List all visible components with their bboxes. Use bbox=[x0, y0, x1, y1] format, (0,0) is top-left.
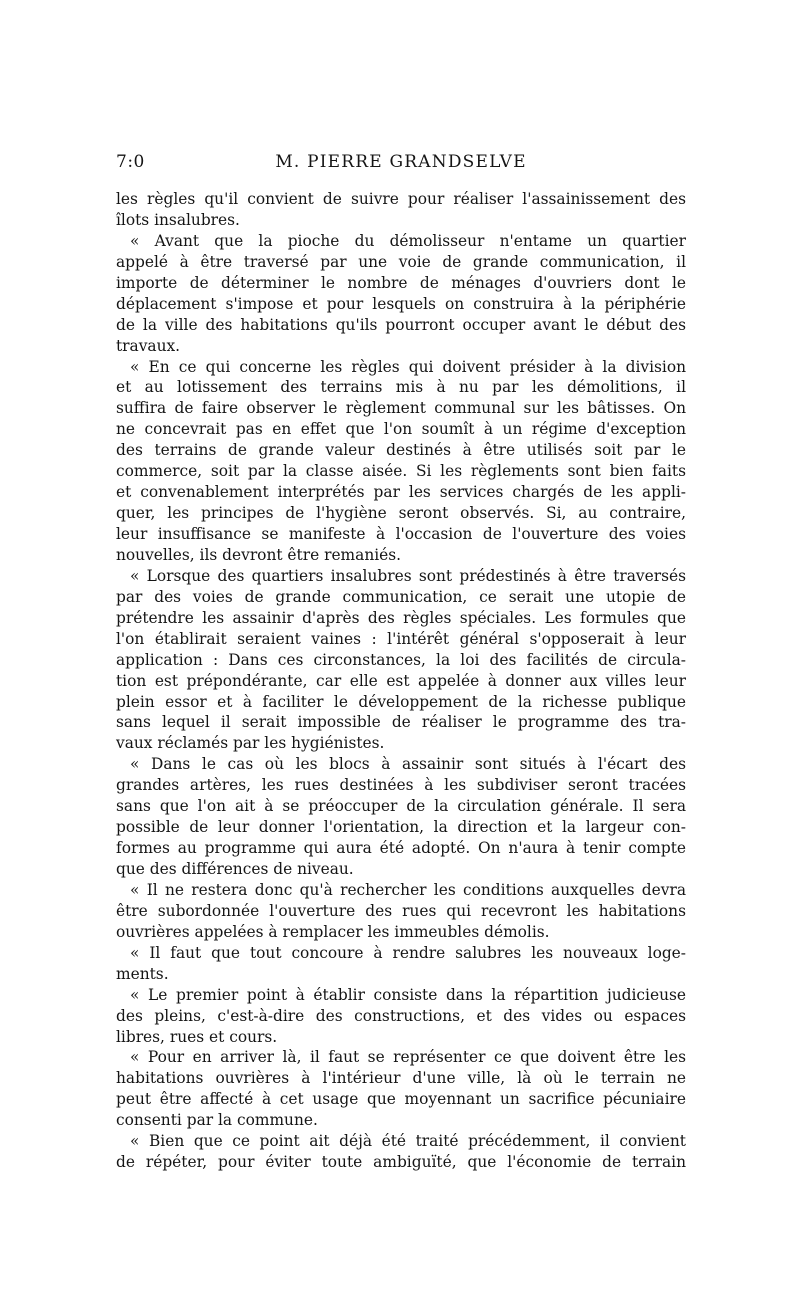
text-line: possible de leur donner l'orientation, la direction et la largeur con- bbox=[116, 818, 686, 837]
text-line: « Pour en arriver là, il faut se représenter ce que doivent être les bbox=[130, 1048, 686, 1067]
text-line: appelé à être traversé par une voie de grande communication, il bbox=[116, 252, 686, 271]
text-line: leur insuffisance se manifeste à l'occasion de l'ouverture des voies bbox=[116, 525, 686, 543]
text-line: formes au programme qui aura été adopté. On n'aura à tenir compte bbox=[116, 839, 686, 858]
text-line: suffira de faire observer le règlement communal sur les bâtisses. On bbox=[116, 399, 686, 418]
text-line: consenti par la commune. bbox=[116, 1111, 318, 1130]
text-line: peut être affecté à cet usage que moyennant un sacrifice pécuniaire bbox=[116, 1090, 686, 1109]
text-line: des pleins, c'est-à-dire des constructions, et des vides ou espaces bbox=[116, 1006, 686, 1025]
text-line: ments. bbox=[116, 964, 169, 983]
text-line: tion est prépondérante, car elle est appelée à donner aux villes leur bbox=[116, 671, 686, 690]
text-line: nouvelles, ils devront être remaniés. bbox=[116, 545, 402, 564]
text-line: plein essor et à faciliter le développement de la richesse publique bbox=[116, 692, 686, 711]
page-number: 7:0 bbox=[116, 152, 145, 172]
text-line: être subordonnée l'ouverture des rues qui recevront les habitations bbox=[116, 901, 686, 920]
text-line: libres, rues et cours. bbox=[116, 1027, 278, 1046]
text-line: par des voies de grande communication, ce serait une utopie de bbox=[116, 587, 686, 606]
body-text bbox=[116, 189, 686, 1173]
text-line: et convenablement interprétés par les services chargés de les appli- bbox=[116, 483, 686, 502]
text-line: ouvrières appelées à remplacer les immeubles démolis. bbox=[116, 922, 550, 941]
text-line: travaux. bbox=[116, 336, 181, 355]
text-line: commerce, soit par la classe aisée. Si les règlements sont bien faits bbox=[116, 462, 686, 481]
text-line: « Il ne restera donc qu'à rechercher les conditions auxquelles devra bbox=[130, 880, 686, 899]
text-line: « Le premier point à établir consiste dans la répartition judicieuse bbox=[130, 985, 686, 1004]
text-line: déplacement s'impose et pour lesquels on construira à la périphérie bbox=[116, 294, 686, 313]
text-line: que des différences de niveau. bbox=[116, 860, 354, 878]
text-line: vaux réclamés par les hygiénistes. bbox=[116, 734, 385, 753]
text-line: « En ce qui concerne les règles qui doivent présider à la division bbox=[130, 357, 686, 376]
text-line: ne concevrait pas en effet que l'on soumît à un régime d'exception bbox=[116, 420, 686, 439]
text-line: application : Dans ces circonstances, la loi des facilités de circula- bbox=[116, 650, 686, 669]
text-line: sans que l'on ait à se préoccuper de la circulation générale. Il sera bbox=[116, 797, 686, 816]
text-line: prétendre les assainir d'après des règles spéciales. Les formules que bbox=[116, 608, 686, 627]
text-line: de répéter, pour éviter toute ambiguïté, que l'économie de terrain bbox=[116, 1153, 686, 1172]
text-line: des terrains de grande valeur destinés à être utilisés soit par le bbox=[116, 441, 686, 460]
text-line: et au lotissement des terrains mis à nu par les démolitions, il bbox=[116, 378, 686, 397]
running-head bbox=[116, 152, 686, 176]
text-line: sans lequel il serait impossible de réaliser le programme des tra- bbox=[116, 713, 686, 732]
text-line: « Il faut que tout concoure à rendre salubres les nouveaux loge- bbox=[130, 943, 686, 962]
text-line: habitations ouvrières à l'intérieur d'une ville, là où le terrain ne bbox=[116, 1069, 686, 1088]
text-line: importe de déterminer le nombre de ménages d'ouvriers dont le bbox=[116, 273, 686, 292]
text-line: îlots insalubres. bbox=[116, 210, 240, 229]
running-title: M. PIERRE GRANDSELVE bbox=[275, 152, 527, 172]
text-line: l'on établirait seraient vaines : l'intérêt général s'opposerait à leur bbox=[116, 629, 686, 648]
text-line: « Lorsque des quartiers insalubres sont prédestinés à être traversés bbox=[130, 566, 686, 585]
text-line: « Dans le cas où les blocs à assainir sont situés à l'écart des bbox=[130, 755, 686, 774]
text-line: de la ville des habitations qu'ils pourront occuper avant le début des bbox=[116, 315, 686, 334]
text-line: quer, les principes de l'hygiène seront observés. Si, au contraire, bbox=[116, 504, 686, 523]
text-line: « Avant que la pioche du démolisseur n'entame un quartier bbox=[130, 231, 686, 250]
text-line: grandes artères, les rues destinées à les subdiviser seront tracées bbox=[116, 776, 686, 795]
text-line: les règles qu'il convient de suivre pour réaliser l'assainissement des bbox=[116, 190, 686, 208]
text-line: « Bien que ce point ait déjà été traité précédemment, il convient bbox=[130, 1132, 686, 1151]
